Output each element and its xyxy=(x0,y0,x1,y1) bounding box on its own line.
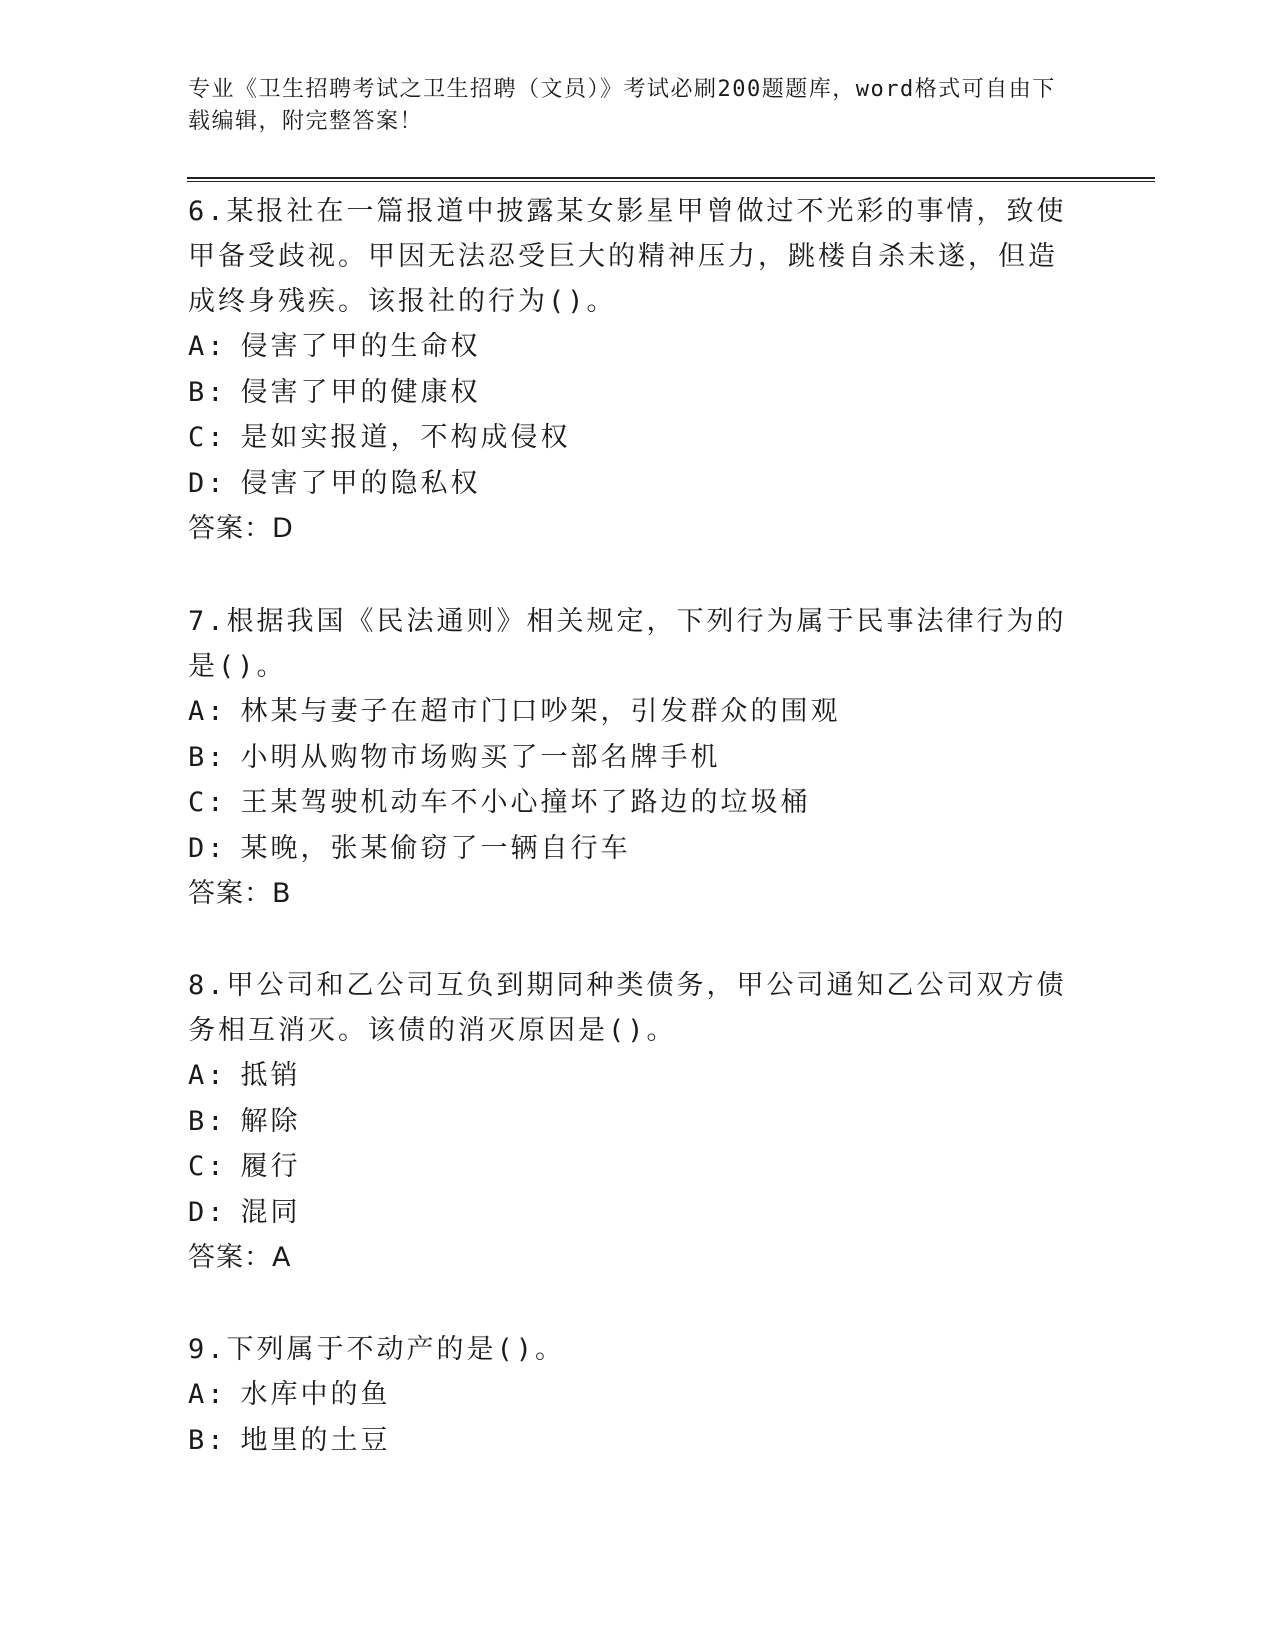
option-b xyxy=(188,370,1068,416)
option-b xyxy=(188,1099,1068,1145)
option-d xyxy=(188,826,1068,872)
option-c xyxy=(188,1144,1068,1190)
option-b xyxy=(188,1418,1068,1464)
option-text: 解除 xyxy=(240,1105,301,1137)
document-header: 专业《卫生招聘考试之卫生招聘（文员）》考试必刷200题题库，word格式可自由下载编辑，附完整答案！ xyxy=(188,77,1056,134)
option-text: 王某驾驶机动车不小心撞坏了路边的垃圾桶 xyxy=(240,787,811,818)
option-c xyxy=(188,415,1068,461)
option-text: 林某与妻子在超市门口吵架，引发群众的围观 xyxy=(240,696,841,727)
option-text: 是如实报道，不构成侵权 xyxy=(240,422,571,453)
option-text: 小明从购物市场购买了一部名牌手机 xyxy=(240,741,721,773)
option-a xyxy=(188,689,1068,735)
option-letter: D: xyxy=(188,467,227,499)
option-letter: B: xyxy=(188,1105,227,1137)
question-stem: 8.甲公司和乙公司互负到期同种类债务，甲公司通知乙公司双方债务相互消灭。该债的消灭原因是()。 xyxy=(188,970,1067,1046)
option-letter: D: xyxy=(188,1196,227,1228)
option-text: 侵害了甲的隐私权 xyxy=(240,467,481,499)
option-text: 某晚，张某偷窃了一辆自行车 xyxy=(240,832,631,864)
option-text: 水库中的鱼 xyxy=(240,1379,391,1410)
option-letter: C: xyxy=(188,422,227,453)
header-divider-thin xyxy=(187,181,1155,182)
option-text: 侵害了甲的生命权 xyxy=(240,331,481,362)
answer-line: 答案：B xyxy=(188,878,292,909)
header-divider xyxy=(187,177,1155,179)
answer-line: 答案：A xyxy=(188,1242,292,1273)
question-7 xyxy=(188,599,1068,917)
question-stem: 6.某报社在一篇报道中披露某女影星甲曾做过不光彩的事情，致使甲备受歧视。甲因无法忍受巨大的精神压力，跳楼自杀未遂，但造成终身残疾。该报社的行为()。 xyxy=(188,196,1067,317)
option-b xyxy=(188,735,1068,781)
option-letter: B: xyxy=(188,741,227,773)
option-letter: A: xyxy=(188,1379,227,1410)
option-letter: D: xyxy=(188,832,227,864)
option-text: 抵销 xyxy=(240,1060,301,1091)
question-8 xyxy=(188,963,1068,1281)
option-letter: A: xyxy=(188,1060,227,1091)
option-d xyxy=(188,1190,1068,1236)
option-letter: A: xyxy=(188,696,227,727)
question-6 xyxy=(188,189,1068,552)
option-d xyxy=(188,461,1068,507)
option-letter: C: xyxy=(188,1151,227,1182)
answer-line: 答案：D xyxy=(188,513,294,544)
question-stem: 9.下列属于不动产的是()。 xyxy=(188,1334,566,1365)
option-letter: B: xyxy=(188,1424,227,1456)
option-letter: B: xyxy=(188,376,227,408)
option-a xyxy=(188,324,1068,370)
question-stem: 7.根据我国《民法通则》相关规定，下列行为属于民事法律行为的是()。 xyxy=(188,606,1067,682)
option-text: 履行 xyxy=(240,1151,301,1182)
option-letter: A: xyxy=(188,331,227,362)
option-a xyxy=(188,1053,1068,1099)
option-c xyxy=(188,780,1068,826)
option-text: 侵害了甲的健康权 xyxy=(240,376,481,408)
question-9 xyxy=(188,1327,1068,1463)
option-text: 混同 xyxy=(240,1196,301,1228)
option-a xyxy=(188,1372,1068,1418)
option-letter: C: xyxy=(188,787,227,818)
option-text: 地里的土豆 xyxy=(240,1424,391,1456)
